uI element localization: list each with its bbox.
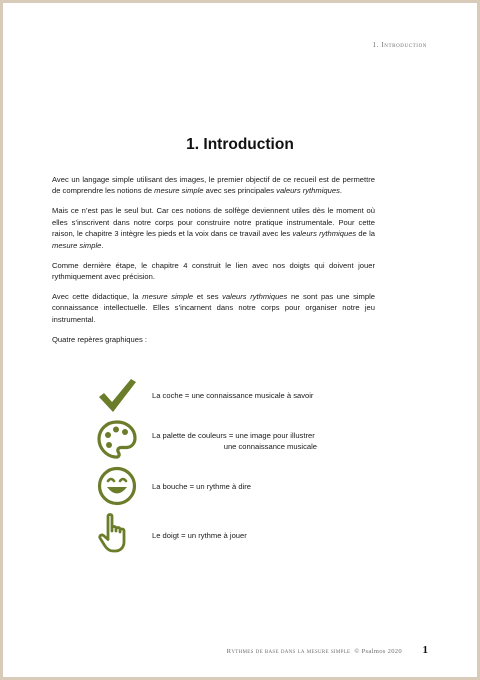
palette-icon bbox=[95, 418, 139, 462]
text-run: Avec cette didactique, la bbox=[52, 292, 143, 302]
footer-copyright: © Psalmos 2020 bbox=[354, 648, 402, 655]
legend-label: La coche = une connaissance musicale à savoir bbox=[152, 391, 314, 400]
italic-term: valeurs rythmiques bbox=[276, 186, 340, 196]
running-head: 1. Introduction bbox=[372, 41, 427, 49]
italic-term: mesure simple bbox=[52, 240, 102, 250]
text-run: ne sont pas une simple connaissance intellectuelle. Elles s’incarnent dans notre corps pour organiser notre jeu instrumental. bbox=[52, 292, 376, 324]
footer-book-title: Rythmes de base dans la mesure simple bbox=[226, 648, 351, 655]
graphic-legend bbox=[3, 3, 477, 677]
checkmark-icon bbox=[95, 374, 139, 418]
text-run: de la bbox=[356, 229, 375, 239]
text-run: Mais ce n’est pas le seul but. Car ces notions de solfège deviennent utiles dès le moment où elles s’inscrivent dans notre corps pour construire notre pratique instrumentale. Pour cette raison, le chapitre 3 intègre les pieds et la voix dans ce travail avec les bbox=[52, 206, 375, 239]
text-run: . bbox=[339, 186, 342, 196]
text-run: avec ses principales bbox=[203, 186, 277, 196]
document-page bbox=[3, 3, 477, 677]
text-run: . bbox=[101, 240, 104, 250]
italic-term: valeurs rythmiques bbox=[222, 292, 288, 302]
page-number: 1 bbox=[422, 644, 428, 656]
pointing-finger-icon bbox=[95, 511, 139, 555]
page-title: 1. Introduction bbox=[186, 136, 294, 153]
text-run: Quatre repères graphiques : bbox=[52, 334, 147, 344]
italic-term: valeurs rythmiques bbox=[292, 229, 357, 239]
smiling-mouth-icon bbox=[95, 464, 139, 508]
text-run: et ses bbox=[193, 292, 223, 302]
legend-label: Le doigt = un rythme à jouer bbox=[152, 531, 247, 540]
italic-term: mesure simple bbox=[154, 186, 204, 196]
legend-label: La bouche = un rythme à dire bbox=[152, 482, 251, 491]
italic-term: mesure simple bbox=[142, 292, 194, 302]
text-run: Avec un langage simple utilisant des images, le premier objectif de ce recueil est de permettre de comprendre les notions de bbox=[52, 175, 375, 196]
footer bbox=[227, 648, 402, 655]
legend-label: La palette de couleurs = une image pour illustrer une connaissance musicale bbox=[152, 431, 318, 451]
text-run: Comme dernière étape, le chapitre 4 construit le lien avec nos doigts qui doivent jouer rythmiquement avec précision. bbox=[52, 260, 375, 282]
